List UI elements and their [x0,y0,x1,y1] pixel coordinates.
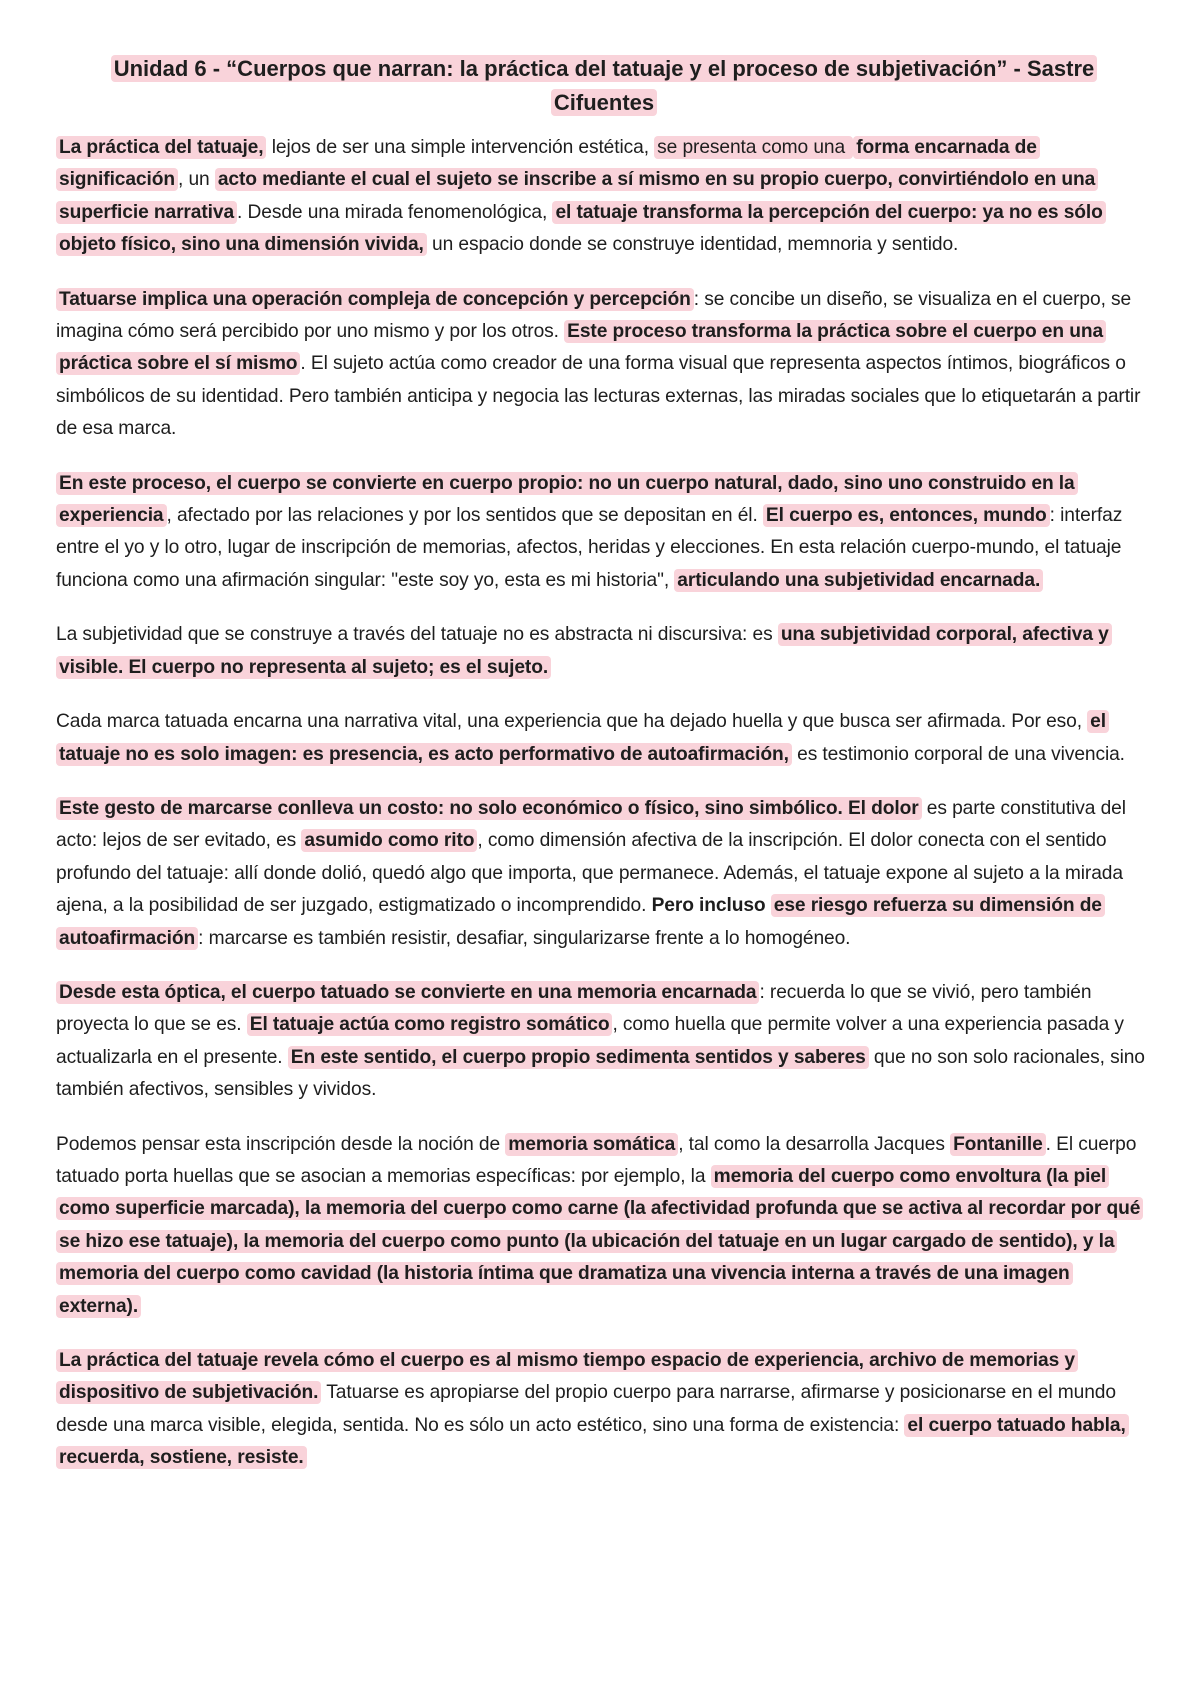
paragraph [56,619,1152,684]
paragraph [56,468,1152,598]
text-segment: : marcarse es también resistir, desafiar, singularizarse frente a lo homogéneo. [198,927,851,949]
highlighted-text: el tatuaje transforma la percepción del cuerpo: ya no es sólo objeto físico, sino una dimensión vivida, [56,201,1106,256]
text-segment: . El sujeto actúa como creador de una forma visual que representa aspectos íntimos, biográficos o simbólicos de su identidad. Pero también anticipa y negocia las lecturas externas, las miradas sociales que lo etiquetarán a partir de esa marca. [56,353,1141,440]
highlighted-text: articulando una subjetividad encarnada. [674,569,1043,592]
paragraph [56,706,1152,771]
document-title [56,52,1152,120]
paragraph [56,284,1152,446]
highlighted-text: el tatuaje no es solo imagen: es presencia, es acto performativo de autoafirmación, [56,710,1109,765]
highlighted-text: El cuerpo es, entonces, mundo [763,504,1050,527]
highlighted-text: acto mediante el cual el sujeto se inscribe a sí mismo en su propio cuerpo, convirtiéndolo en una superficie narrativa [56,168,1098,223]
highlighted-text: ese riesgo refuerza su dimensión de autoafirmación [56,894,1105,949]
highlighted-text: El tatuaje actúa como registro somático [247,1013,613,1036]
highlighted-text: En este proceso, el cuerpo se convierte en cuerpo propio: no un cuerpo natural, dado, sino uno construido en la experiencia [56,472,1078,527]
text-segment: : recuerda lo que se vivió, pero también proyecta lo que se es. [56,981,1092,1036]
paragraph [56,793,1152,955]
text-segment: . Desde una mirada fenomenológica, [237,201,553,223]
highlighted-text: se presenta como una [654,136,853,159]
highlighted-text: Fontanille [950,1133,1046,1156]
highlighted-text: La práctica del tatuaje revela cómo el cuerpo es al mismo tiempo espacio de experiencia, archivo de memorias y dispositivo de subjetivación. [56,1349,1078,1404]
paragraph [56,1345,1152,1475]
paragraph [56,1129,1152,1323]
highlighted-text: Este proceso transforma la práctica sobre el cuerpo en una práctica sobre el sí mismo [56,320,1106,375]
bold-text: Pero incluso [651,895,771,917]
highlighted-text: La práctica del tatuaje, [56,136,266,159]
highlighted-text: Este gesto de marcarse conlleva un costo: no solo económico o físico, sino simbólico. El dolor [56,797,922,820]
highlighted-text: En este sentido, el cuerpo propio sedimenta sentidos y saberes [288,1046,869,1069]
text-segment: , tal como la desarrolla Jacques [678,1133,951,1155]
text-segment: un espacio donde se construye identidad, memnoria y sentido. [426,234,959,256]
text-segment: , un [177,169,215,191]
text-segment: es testimonio corporal de una vivencia. [791,743,1125,765]
text-segment: es parte constitutiva del acto: lejos de ser evitado, es [56,797,1126,852]
highlighted-text: forma encarnada de significación [56,136,1040,191]
text-segment: Cada marca tatuada encarna una narrativa vital, una experiencia que ha dejado huella y que busca ser afirmada. Por eso, [56,711,1088,733]
highlighted-text: el cuerpo tatuado habla, recuerda, sostiene, resiste. [56,1414,1129,1469]
text-segment: lejos de ser una simple intervención estética, [266,137,655,158]
text-segment: La subjetividad que se construye a través del tatuaje no es abstracta ni discursiva: es [56,624,778,646]
text-segment: : se concibe un diseño, se visualiza en el cuerpo, se imagina cómo será percibido por uno mismo y por los otros. [56,288,1132,343]
text-segment: , afectado por las relaciones y por los sentidos que se depositan en él. [166,505,763,527]
highlighted-text: memoria somática [505,1133,678,1156]
document-body [56,132,1152,1475]
text-segment: : interfaz entre el yo y lo otro, lugar de inscripción de memorias, afectos, heridas y elecciones. En esta relación cuerpo-mundo, el tatuaje funciona como una afirmación singular: "este soy yo, esta es mi historia", [56,505,1123,591]
paragraph [56,132,1152,262]
text-segment: , como huella que permite volver a una experiencia pasada y actualizarla en el presente. [56,1014,1124,1068]
text-segment: que no son solo racionales, sino también afectivos, sensibles y vividos. [56,1046,1145,1101]
highlighted-text: Tatuarse implica una operación compleja de concepción y percepción [56,288,694,311]
highlighted-text: Desde esta óptica, el cuerpo tatuado se convierte en una memoria encarnada [56,981,759,1004]
highlighted-text: asumido como rito [301,829,477,852]
document-title-text: Unidad 6 - “Cuerpos que narran: la práctica del tatuaje y el proceso de subjetivación” - Sastre Cifuentes [111,55,1098,116]
highlighted-text: una subjetividad corporal, afectiva y visible. El cuerpo no representa al sujeto; es el sujeto. [56,623,1112,678]
text-segment: , como dimensión afectiva de la inscripción. El dolor conecta con el sentido profundo del tatuaje: allí donde dolió, quedó algo que importa, que permanece. Además, el tatuaje expone al sujeto a la mirada ajena, a la posibilidad de ser juzgado, estigmatizado o incomprendido. [56,830,1123,917]
text-segment: Tatuarse es apropiarse del propio cuerpo para narrarse, afirmarse y posicionarse en el mundo desde una marca visible, elegida, sentida. No es sólo un acto estético, sino una forma de existencia: [56,1382,1116,1436]
text-segment: Podemos pensar esta inscripción desde la noción de [56,1133,506,1155]
highlighted-text: memoria del cuerpo como envoltura (la piel como superficie marcada), la memoria del cuerpo como carne (la afectividad profunda que se activa al recordar por qué se hizo ese tatuaje), la memoria del cuerpo como punto (la ubicación del tatuaje en un lugar cargado de sentido), y la memoria del cuerpo como cavidad (la historia íntima que dramatiza una vivencia interna a través de una imagen externa). [56,1165,1143,1318]
text-segment: . El cuerpo tatuado porta huellas que se asocian a memorias específicas: por ejemplo, la [56,1133,1137,1187]
paragraph [56,977,1152,1107]
